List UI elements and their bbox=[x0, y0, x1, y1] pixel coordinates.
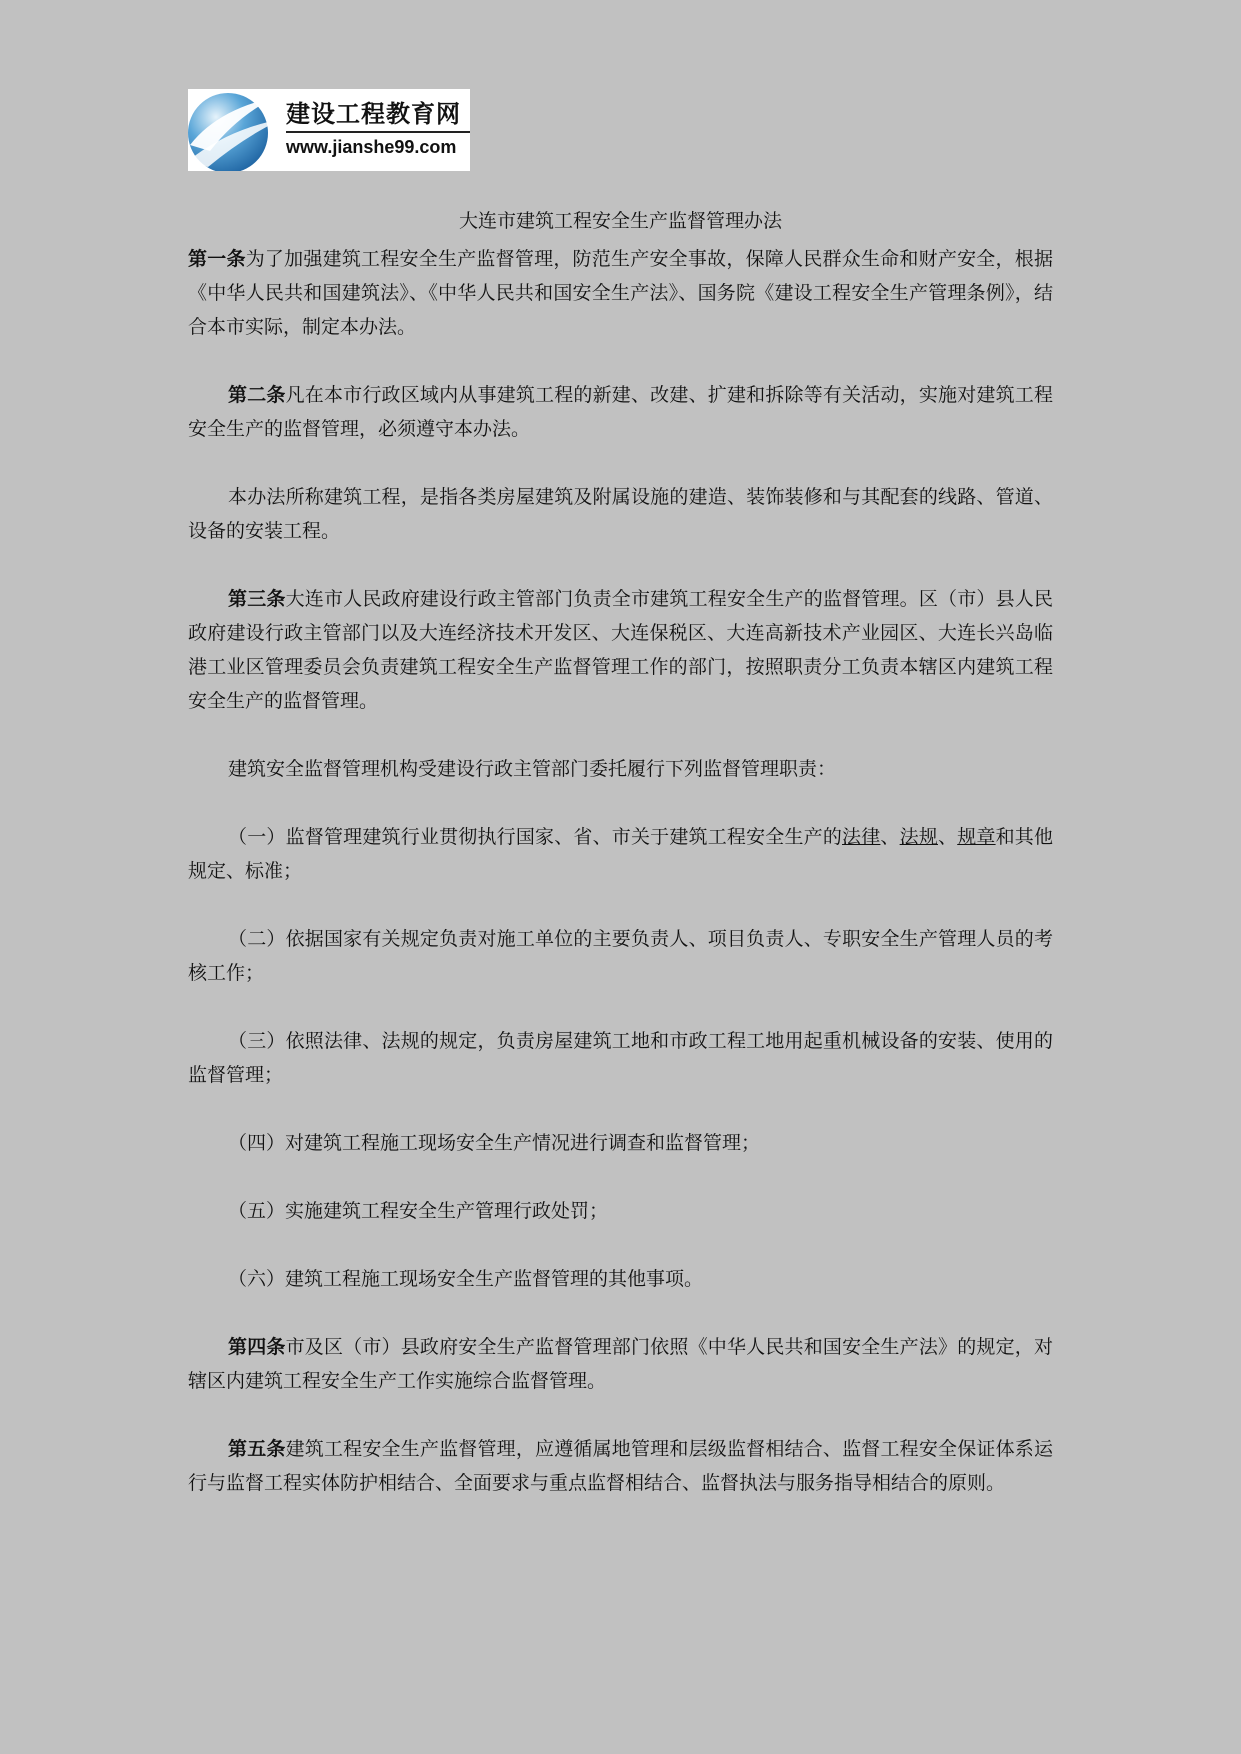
article-text: 建筑工程安全生产监督管理，应遵循属地管理和层级监督相结合、监督工程安全保证体系运行与监督工程实体防护相结合、全面要求与重点监督相结合、监督执法与服务指导相结合的原则。 bbox=[188, 1438, 1053, 1494]
article-text: 凡在本市行政区域内从事建筑工程的新建、改建、扩建和拆除等有关活动，实施对建筑工程安全生产的监督管理，必须遵守本办法。 bbox=[188, 384, 1053, 440]
link-regulation[interactable]: 法规 bbox=[899, 826, 938, 848]
duty-text: （一）监督管理建筑行业贯彻执行国家、省、市关于建筑工程安全生产的 bbox=[228, 826, 843, 848]
duty-item-3: （三）依照法律、法规的规定，负责房屋建筑工地和市政工程工地用起重机械设备的安装、使用的监督管理； bbox=[188, 1030, 1053, 1086]
separator: 、 bbox=[938, 826, 958, 848]
article-2 bbox=[188, 378, 1053, 446]
duty-text-end: 和其他规定、标准； bbox=[188, 826, 1053, 882]
duty-item-2: （二）依据国家有关规定负责对施工单位的主要负责人、项目负责人、专职安全生产管理人员的考核工作； bbox=[188, 928, 1053, 984]
duty-item-4: （四）对建筑工程施工现场安全生产情况进行调查和监督管理； bbox=[228, 1132, 761, 1154]
site-logo bbox=[188, 89, 470, 171]
article-text: 市及区（市）县政府安全生产监督管理部门依照《中华人民共和国安全生产法》的规定，对辖区内建筑工程安全生产工作实施综合监督管理。 bbox=[188, 1336, 1053, 1392]
duty-item-1 bbox=[188, 820, 1053, 888]
duty-item-5: （五）实施建筑工程安全生产管理行政处罚； bbox=[228, 1200, 609, 1222]
article-3 bbox=[188, 582, 1053, 718]
article-4 bbox=[188, 1330, 1053, 1398]
article-number: 第二条 bbox=[228, 384, 286, 406]
article-number: 第一条 bbox=[188, 248, 246, 270]
article-number: 第三条 bbox=[228, 588, 286, 610]
paragraph-definition: 本办法所称建筑工程，是指各类房屋建筑及附属设施的建造、装饰装修和与其配套的线路、管道、设备的安装工程。 bbox=[188, 486, 1053, 542]
site-url: www.jianshe99.com bbox=[286, 137, 457, 157]
article-text: 为了加强建筑工程安全生产监督管理，防范生产安全事故，保障人民群众生命和财产安全，根据《中华人民共和国建筑法》、《中华人民共和国安全生产法》、国务院《建设工程安全生产管理条例》，结合本市实际，制定本办法。 bbox=[188, 248, 1053, 338]
link-rules[interactable]: 规章 bbox=[957, 826, 996, 848]
document-body bbox=[188, 204, 1053, 1534]
article-number: 第四条 bbox=[228, 1336, 286, 1358]
duty-item-6: （六）建筑工程施工现场安全生产监督管理的其他事项。 bbox=[228, 1268, 704, 1290]
separator: 、 bbox=[880, 826, 900, 848]
site-name: 建设工程教育网 bbox=[286, 99, 470, 133]
paragraph-duties-intro: 建筑安全监督管理机构受建设行政主管部门委托履行下列监督管理职责： bbox=[228, 758, 837, 780]
article-1 bbox=[188, 242, 1053, 344]
document-title: 大连市建筑工程安全生产监督管理办法 bbox=[458, 210, 782, 232]
article-5 bbox=[188, 1432, 1053, 1500]
article-number: 第五条 bbox=[228, 1438, 286, 1460]
article-text: 大连市人民政府建设行政主管部门负责全市建筑工程安全生产的监督管理。区（市）县人民政府建设行政主管部门以及大连经济技术开发区、大连保税区、大连高新技术产业园区、大连长兴岛临港工业区管理委员会负责建筑工程安全生产监督管理工作的部门，按照职责分工负责本辖区内建筑工程安全生产的监督管理。 bbox=[188, 588, 1053, 712]
link-law[interactable]: 法律 bbox=[842, 826, 881, 848]
globe-swoosh-icon bbox=[188, 89, 284, 171]
